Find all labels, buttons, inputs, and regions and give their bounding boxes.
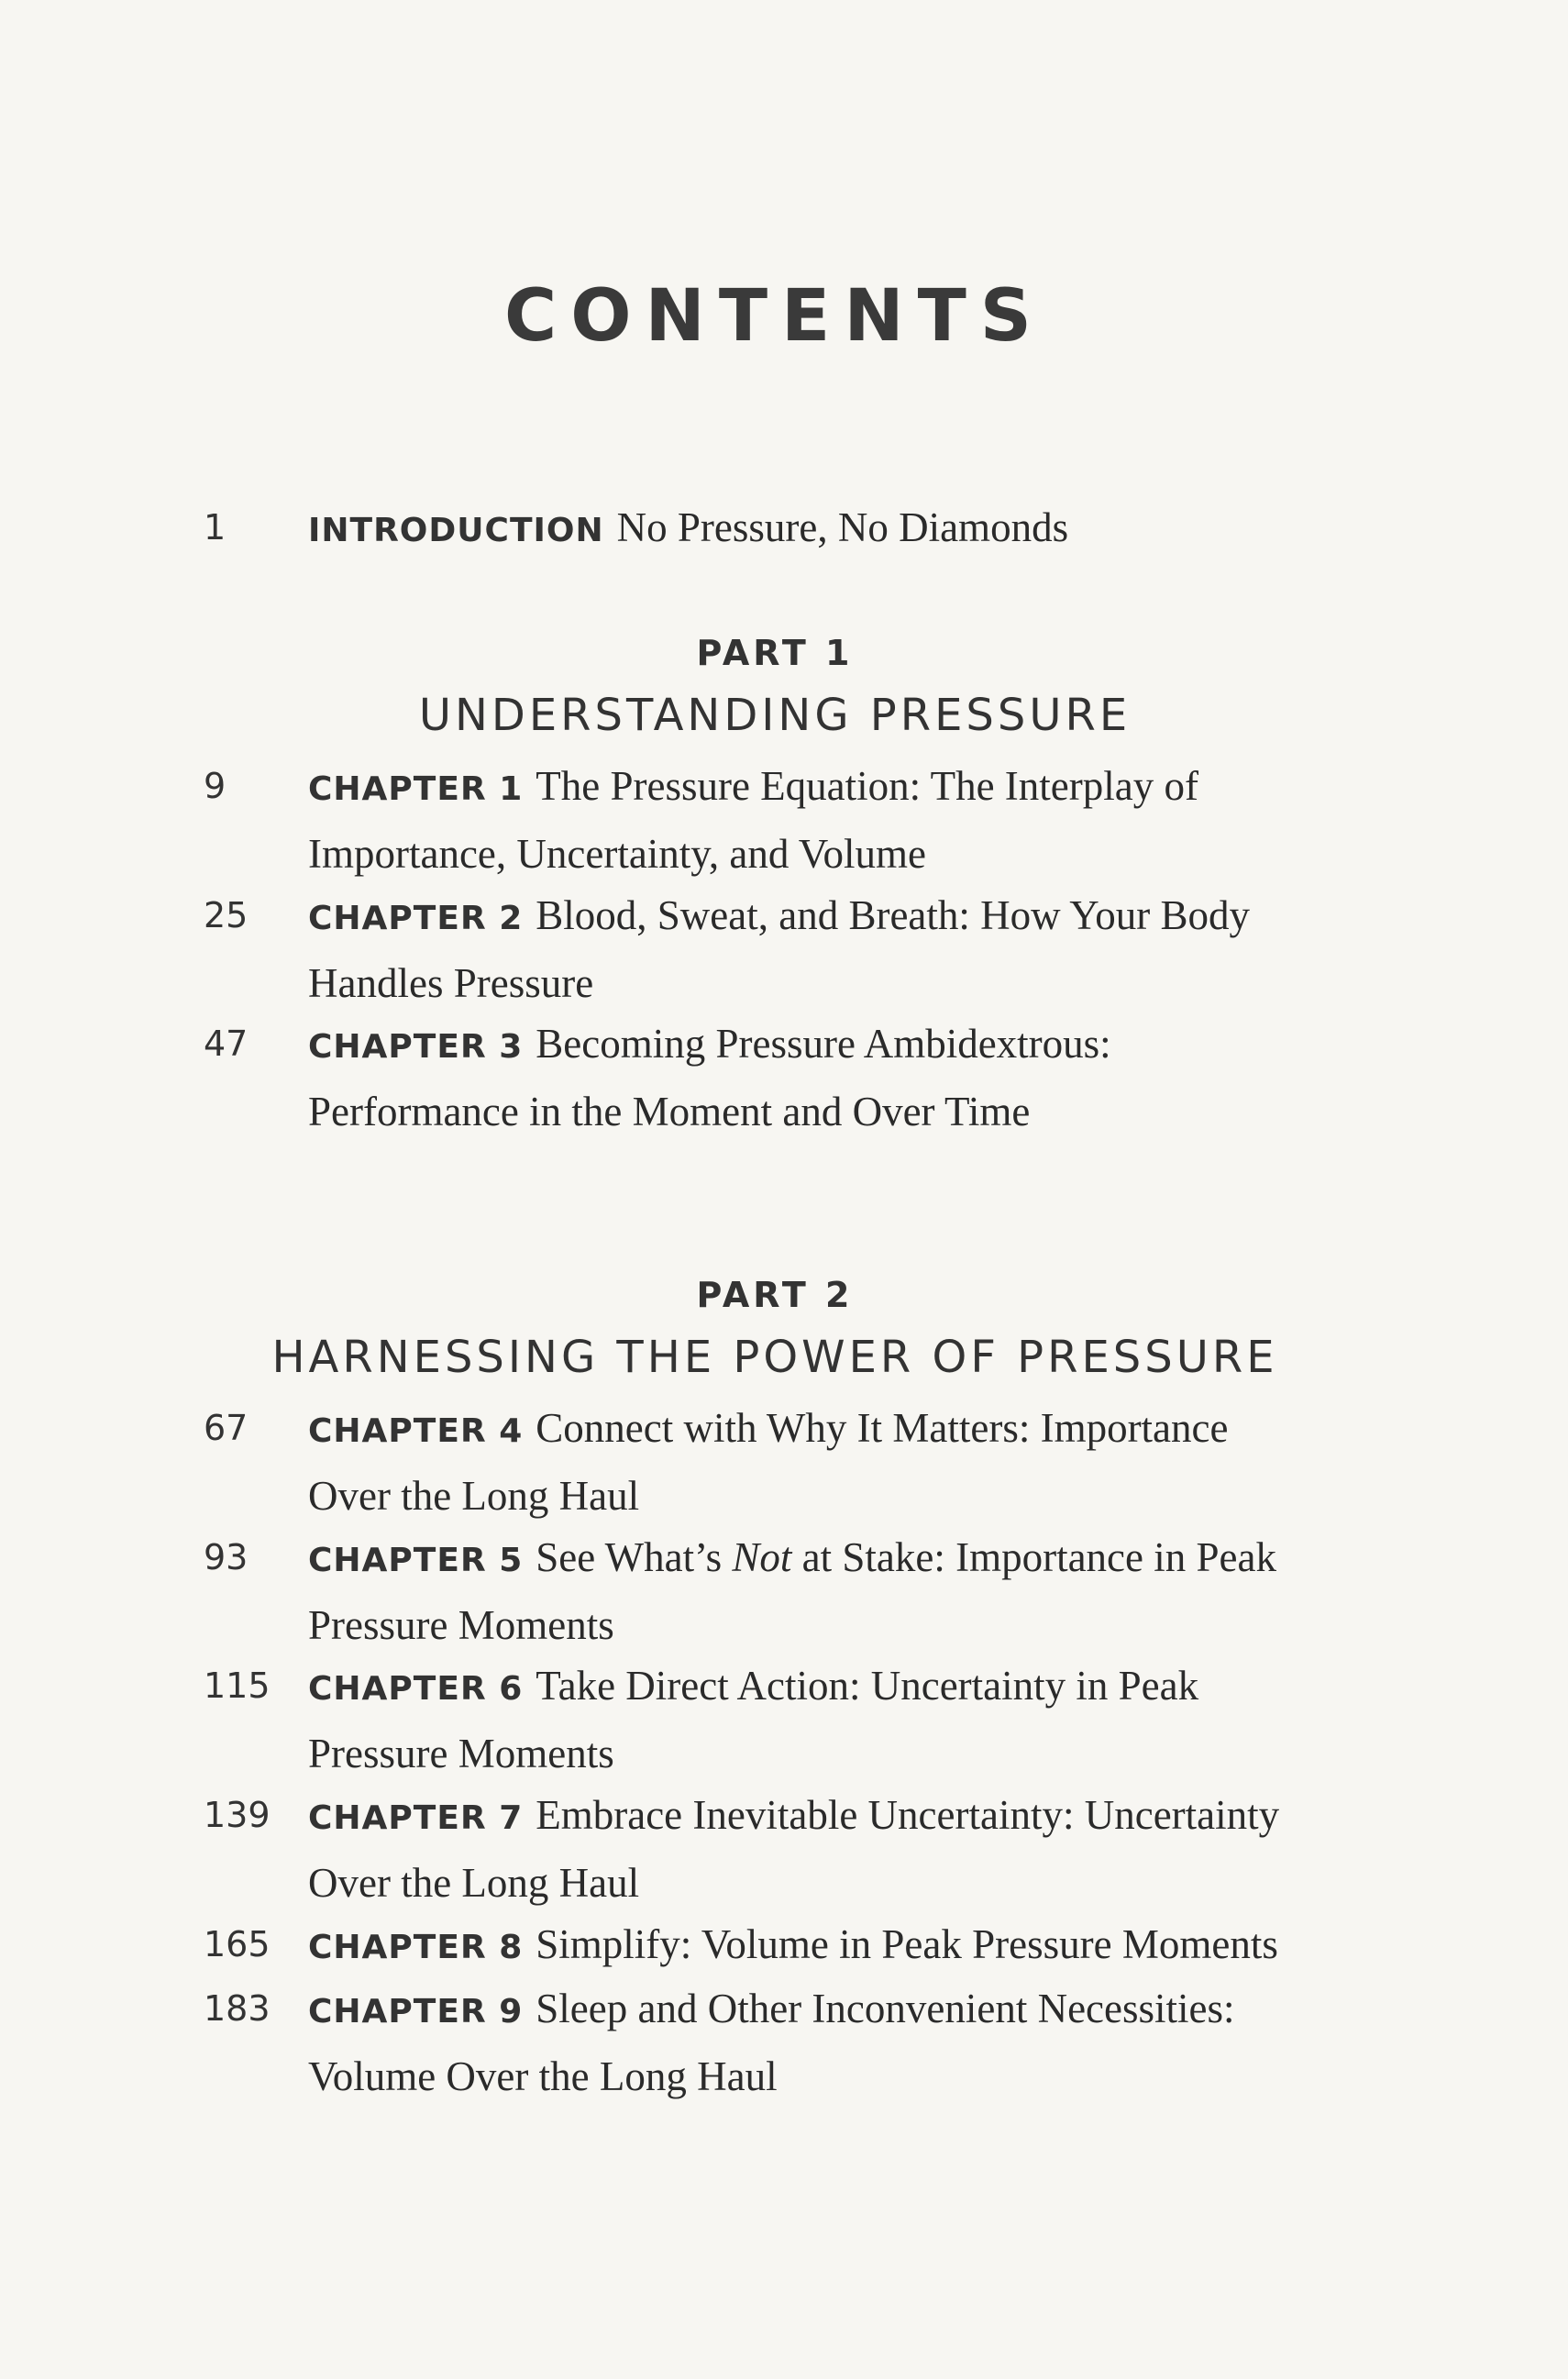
chapter6-page-number: 115 <box>204 1665 271 1706</box>
chapter1-title-line1: The Pressure Equation: The Interplay of <box>536 763 1198 809</box>
chapter5-title-pre: See What’s <box>536 1534 733 1580</box>
chapter6-title-line2: Pressure Moments <box>308 1731 614 1776</box>
chapter6-label: CHAPTER 6 <box>308 1670 524 1708</box>
chapter4-entry <box>308 1396 1363 1528</box>
part1-title: UNDERSTANDING PRESSURE <box>418 690 1132 741</box>
chapter4-title-line1: Connect with Why It Matters: Importance <box>536 1405 1229 1451</box>
chapter5-title-post: at Stake: Importance in Peak <box>791 1534 1276 1580</box>
chapter3-page-number: 47 <box>204 1024 248 1064</box>
chapter8-entry <box>308 1912 1363 1980</box>
chapter8-label: CHAPTER 8 <box>308 1929 524 1966</box>
page-title: CONTENTS <box>504 275 1045 358</box>
chapter8-page-number: 165 <box>204 1924 271 1964</box>
chapter3-label: CHAPTER 3 <box>308 1028 524 1066</box>
chapter4-title-line2: Over the Long Haul <box>308 1473 640 1519</box>
chapter1-title-line2: Importance, Uncertainty, and Volume <box>308 831 926 877</box>
part1-label: PART 1 <box>696 633 854 673</box>
chapter2-page-number: 25 <box>204 895 248 935</box>
chapter9-title-line1: Sleep and Other Inconvenient Necessities: <box>536 1986 1235 2031</box>
chapter7-title-line2: Over the Long Haul <box>308 1860 640 1906</box>
chapter8-title-line1: Simplify: Volume in Peak Pressure Moments <box>536 1921 1278 1967</box>
intro-label: INTRODUCTION <box>308 512 604 549</box>
chapter5-title-line2: Pressure Moments <box>308 1602 614 1648</box>
chapter1-entry <box>308 754 1363 886</box>
chapter2-title-line2: Handles Pressure <box>308 960 594 1006</box>
chapter1-label: CHAPTER 1 <box>308 770 524 808</box>
part2-label: PART 2 <box>696 1275 854 1315</box>
chapter5-page-number: 93 <box>204 1537 248 1577</box>
chapter9-title-line2: Volume Over the Long Haul <box>308 2053 778 2099</box>
chapter3-entry <box>308 1012 1363 1144</box>
part2-title: HARNESSING THE POWER OF PRESSURE <box>271 1332 1278 1383</box>
chapter5-label: CHAPTER 5 <box>308 1542 524 1579</box>
chapter4-label: CHAPTER 4 <box>308 1412 524 1450</box>
chapter6-title-line1: Take Direct Action: Uncertainty in Peak <box>536 1663 1199 1709</box>
chapter2-entry <box>308 883 1363 1015</box>
intro-title: No Pressure, No Diamonds <box>616 504 1069 550</box>
intro-entry <box>308 495 1363 563</box>
chapter2-label: CHAPTER 2 <box>308 900 524 937</box>
chapter3-title-line1: Becoming Pressure Ambidextrous: <box>536 1021 1111 1067</box>
chapter1-page-number: 9 <box>204 766 226 806</box>
chapter4-page-number: 67 <box>204 1408 248 1448</box>
chapter2-title-line1: Blood, Sweat, and Breath: How Your Body <box>536 892 1250 938</box>
chapter3-title-line2: Performance in the Moment and Over Time <box>308 1089 1031 1134</box>
chapter7-label: CHAPTER 7 <box>308 1799 524 1837</box>
chapter9-entry <box>308 1976 1363 2108</box>
chapter9-page-number: 183 <box>204 1988 271 2029</box>
chapter7-title-line1: Embrace Inevitable Uncertainty: Uncertainty <box>536 1792 1280 1838</box>
chapter7-page-number: 139 <box>204 1795 271 1835</box>
intro-page-number: 1 <box>204 507 226 548</box>
chapter5-title-emphasis: Not <box>732 1534 792 1580</box>
chapter7-entry <box>308 1783 1363 1915</box>
chapter5-entry <box>308 1525 1363 1657</box>
chapter9-label: CHAPTER 9 <box>308 1993 524 2030</box>
chapter6-entry <box>308 1654 1363 1786</box>
